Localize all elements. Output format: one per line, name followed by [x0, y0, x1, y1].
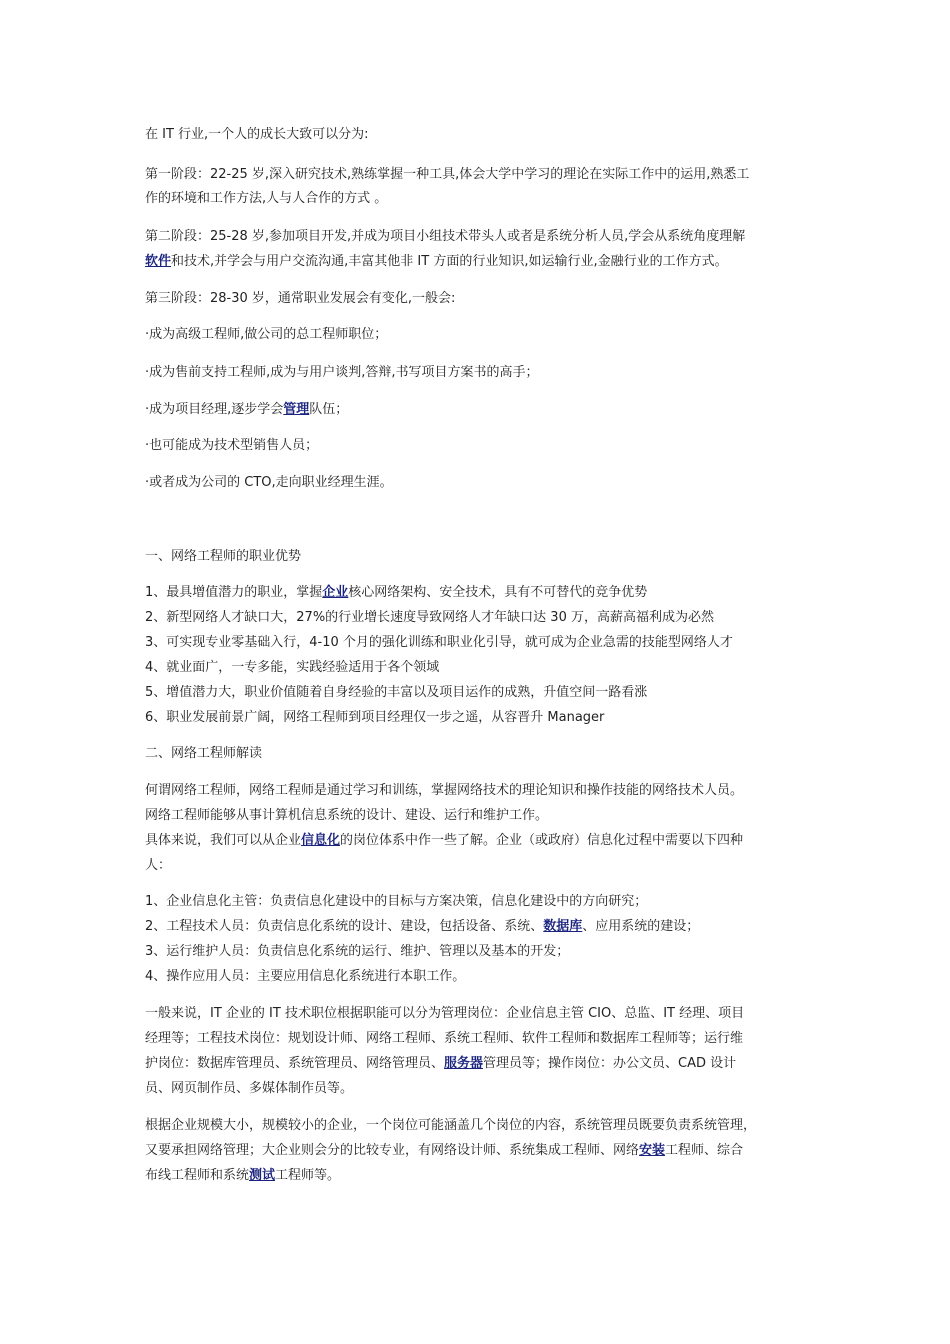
- stage1-line2: 作的环境和工作方法,人与人合作的方式 。: [145, 191, 388, 206]
- role-item-2: [145, 918, 699, 936]
- section1-heading: 一、网络工程师的职业优势: [145, 549, 302, 564]
- advantage-item-4: 4、就业面广，一专多能，实践经验适用于各个领域: [145, 660, 440, 675]
- stage1-line1: 第一阶段：22-25 岁,深入研究技术,熟练掌握一种工具,体会大学中学习的理论在实际工作中的运用,熟悉工: [145, 167, 750, 182]
- link-database[interactable]: 数据库: [543, 919, 583, 934]
- definition-3-text: 具体来说，我们可以从企业: [145, 833, 302, 848]
- link-management[interactable]: 管理: [283, 402, 310, 417]
- advantage-1-text: 1、最具增值潜力的职业，掌握: [145, 585, 323, 600]
- role-2-text: 2、工程技术人员：负责信息化系统的设计、建设，包括设备、系统、: [145, 919, 544, 934]
- link-installation[interactable]: 安装: [639, 1143, 666, 1158]
- positions-line-3: [145, 1055, 736, 1073]
- section2-heading: 二、网络工程师解读: [145, 746, 263, 761]
- stage2-line1: 第二阶段：25-28 岁,参加项目开发,并成为项目小组技术带头人或者是系统分析人员,学会从系统角度理解: [145, 229, 746, 244]
- link-software[interactable]: 软件: [145, 254, 172, 269]
- role-item-1: 1、企业信息化主管：负责信息化建设中的目标与方案决策，信息化建设中的方向研究；: [145, 894, 648, 909]
- positions-3-tail: 管理员等；操作岗位：办公文员、CAD 设计: [483, 1056, 737, 1071]
- scale-line-2: [145, 1142, 743, 1160]
- definition-line-1: 何谓网络工程师，网络工程师是通过学习和训练，掌握网络技术的理论知识和操作技能的网络技术人员。: [145, 783, 744, 798]
- bullet-project-manager: [145, 401, 348, 419]
- bullet-pm-tail: 队伍；: [309, 402, 349, 417]
- link-server[interactable]: 服务器: [444, 1056, 484, 1071]
- scale-2-text: 又要承担网络管理；大企业则会分的比较专业，有网络设计师、系统集成工程师、网络: [145, 1143, 640, 1158]
- bullet-presales: ·成为售前支持工程师,成为与用户谈判,答辩,书写项目方案书的高手；: [145, 365, 539, 380]
- advantage-item-6: 6、职业发展前景广阔，网络工程师到项目经理仅一步之遥，从容晋升 Manager: [145, 710, 605, 725]
- positions-3-text: 护岗位：数据库管理员、系统管理员、网络管理员、: [145, 1056, 445, 1071]
- positions-line-4: 员、网页制作员、多媒体制作员等。: [145, 1081, 354, 1096]
- advantage-item-3: 3、可实现专业零基础入行，4-10 个月的强化训练和职业化引导，就可成为企业急需的技能型网络人才: [145, 635, 733, 650]
- scale-3-tail: 工程师等。: [275, 1168, 341, 1183]
- scale-line-3: [145, 1167, 340, 1185]
- advantage-1-tail: 核心网络架构、安全技术，具有不可替代的竞争优势: [348, 585, 648, 600]
- definition-line-4: 人：: [145, 858, 172, 873]
- positions-line-1: 一般来说，IT 企业的 IT 技术职位根据职能可以分为管理岗位：企业信息主管 CIO、总监、IT 经理、项目: [145, 1006, 745, 1021]
- definition-line-3: [145, 832, 743, 850]
- scale-3-text: 布线工程师和系统: [145, 1168, 250, 1183]
- scale-2-tail: 工程师、综合: [665, 1143, 744, 1158]
- definition-line-2: 网络工程师能够从事计算机信息系统的设计、建设、运行和维护工作。: [145, 808, 549, 823]
- bullet-pm-text: ·成为项目经理,逐步学会: [145, 402, 284, 417]
- advantage-item-2: 2、新型网络人才缺口大，27%的行业增长速度导致网络人才年缺口达 30 万，高薪高福利成为必然: [145, 610, 714, 625]
- role-item-3: 3、运行维护人员：负责信息化系统的运行、维护、管理以及基本的开发；: [145, 944, 570, 959]
- positions-line-2: 经理等；工程技术岗位：规划设计师、网络工程师、系统工程师、软件工程师和数据库工程师等；运行维: [145, 1031, 744, 1046]
- bullet-sales: ·也可能成为技术型销售人员；: [145, 438, 319, 453]
- bullet-senior-engineer: ·成为高级工程师,做公司的总工程师职位；: [145, 327, 388, 342]
- bullet-cto: ·或者成为公司的 CTO,走向职业经理生涯。: [145, 475, 393, 490]
- advantage-item-5: 5、增值潜力大，职业价值随着自身经验的丰富以及项目运作的成熟，升值空间一路看涨: [145, 685, 648, 700]
- link-enterprise[interactable]: 企业: [322, 585, 349, 600]
- role-item-4: 4、操作应用人员：主要应用信息化系统进行本职工作。: [145, 969, 466, 984]
- stage2-line2: [145, 253, 728, 271]
- advantage-item-1: [145, 584, 647, 602]
- role-2-tail: 、应用系统的建设；: [582, 919, 700, 934]
- stage2-line2-text: 和技术,并学会与用户交流沟通,丰富其他非 IT 方面的行业知识,如运输行业,金融行业的工作方式。: [171, 254, 728, 269]
- definition-3-tail: 的岗位体系中作一些了解。企业（或政府）信息化过程中需要以下四种: [340, 833, 744, 848]
- link-informatization[interactable]: 信息化: [301, 833, 341, 848]
- stage3-paragraph: 第三阶段：28-30 岁，通常职业发展会有变化,一般会:: [145, 291, 456, 306]
- link-testing[interactable]: 测试: [249, 1168, 276, 1183]
- scale-line-1: 根据企业规模大小，规模较小的企业，一个岗位可能涵盖几个岗位的内容，系统管理员既要负责系统管理，: [145, 1118, 757, 1133]
- intro-paragraph: 在 IT 行业,一个人的成长大致可以分为:: [145, 127, 369, 142]
